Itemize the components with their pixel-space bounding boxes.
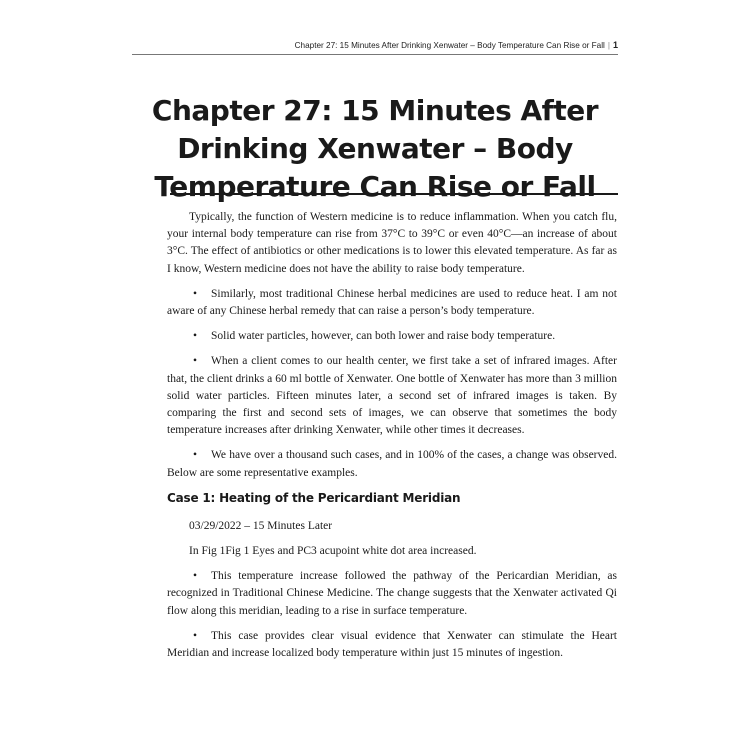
case-1-date-line: 03/29/2022 – 15 Minutes Later — [189, 519, 333, 532]
bullet-icon: • — [193, 629, 198, 642]
case-1-bullet-meridian — [167, 568, 617, 620]
bullet-text: Similarly, most traditional Chinese herbal medicines are used to reduce heat. I am not aware of any Chinese herbal remedy that can raise a person’s body temperature. — [167, 287, 617, 318]
bullet-text: This temperature increase followed the pathway of the Pericardian Meridian, as recognized in Traditional Chinese Medicine. The change suggests that the Xenwater activated Qi flow along this meridian, leading to a rise in surface temperature. — [167, 570, 617, 617]
title-underline-rule — [170, 193, 618, 195]
case-1-bullet-evidence — [167, 628, 617, 662]
header-separator: | — [607, 41, 610, 50]
case-1-heading: Case 1: Heating of the Pericardiant Meridian — [167, 490, 461, 505]
bullet-icon: • — [193, 570, 198, 583]
bullet-paragraph-solid-water — [167, 328, 617, 345]
case-1-figure-line: In Fig 1Fig 1 Eyes and PC3 acupoint white dot area increased. — [189, 545, 477, 558]
body-text — [167, 209, 617, 670]
bullet-icon: • — [193, 330, 198, 343]
bullet-paragraph-cases — [167, 447, 617, 481]
running-header-title: Chapter 27: 15 Minutes After Drinking Xenwater – Body Temperature Can Rise or Fall — [294, 41, 605, 50]
bullet-text: When a client comes to our health center, we first take a set of infrared images. After that, the client drinks a 60 ml bottle of Xenwater. One bottle of Xenwater has more than 3 million solid water particles. Fifteen minutes later, a second set of infrared images is taken. By comparing the first and second sets of images, we can observe that sometimes the body temperature increases after drinking Xenwater, while other times it decreases. — [167, 355, 617, 437]
bullet-paragraph-procedure — [167, 353, 617, 439]
running-header — [132, 40, 618, 55]
bullet-paragraph-herbal — [167, 286, 617, 320]
page-number: 1 — [612, 40, 618, 50]
bullet-text: Solid water particles, however, can both lower and raise body temperature. — [211, 330, 556, 343]
intro-paragraph: Typically, the function of Western medicine is to reduce inflammation. When you catch flu, your internal body temperature can rise from 37°C to 39°C or even 40°C—an increase of about 3°C. The effect of antibiotics or other medications is to lower this elevated temperature. As far as I know, Western medicine does not have the ability to raise body temperature. — [167, 211, 617, 275]
chapter-title-line-2: Drinking Xenwater – Body — [177, 132, 573, 165]
bullet-icon: • — [193, 355, 198, 368]
bullet-icon: • — [193, 449, 198, 462]
chapter-title-line-1: Chapter 27: 15 Minutes After — [151, 94, 599, 127]
chapter-title-line-3: Temperature Can Rise or Fall — [154, 170, 596, 203]
bullet-icon: • — [193, 287, 198, 300]
bullet-text: This case provides clear visual evidence that Xenwater can stimulate the Heart Meridian and increase localized body temperature within just 15 minutes of ingestion. — [167, 629, 617, 660]
chapter-title — [132, 92, 618, 206]
bullet-text: We have over a thousand such cases, and in 100% of the cases, a change was observed. Below are some representative examples. — [167, 449, 617, 479]
